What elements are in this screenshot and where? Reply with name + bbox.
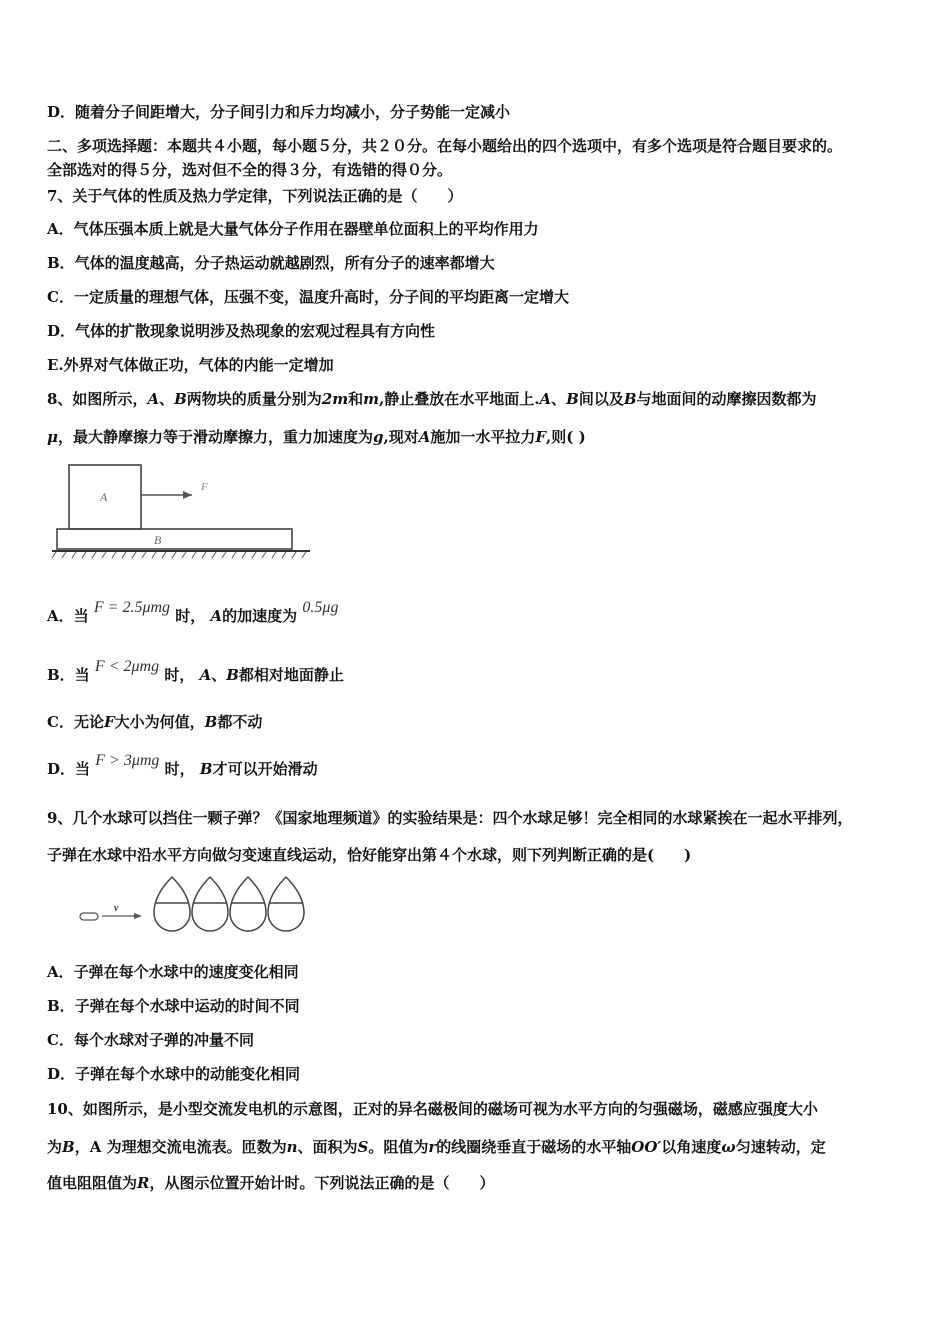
q7-option-d: D．气体的扩散现象说明涉及热现象的宏观过程具有方向性	[47, 322, 436, 340]
q8-stem-line2: μ，最大静摩擦力等于滑动摩擦力，重力加速度为g,现对A施加一水平拉力F,则( )	[47, 428, 586, 446]
q8-option-d: D．当 F > 3μmg 时， B才可以开始滑动	[47, 752, 318, 778]
q9-option-d: D．子弹在每个水球中的动能变化相同	[47, 1065, 301, 1083]
formula-d: F > 3μmg	[95, 752, 160, 769]
q10-stem-line3: 值电阻阻值为R，从图示位置开始计时。下列说法正确的是（ ）	[47, 1174, 495, 1192]
velocity-arrowhead	[134, 913, 142, 919]
q8-option-a: A．当 F = 2.5μmg 时， A的加速度为 0.5μg	[47, 599, 339, 625]
q8-block-diagram	[52, 462, 314, 560]
ground-hatching	[52, 552, 306, 558]
q9-water-balls-diagram	[76, 873, 316, 949]
q7-option-c: C．一定质量的理想气体，压强不变，温度升高时，分子间的平均距离一定增大	[47, 288, 569, 306]
q9-stem-line1: 9、几个水球可以挡住一颗子弹？《国家地理频道》的实验结果是：四个水球足够！完全相同的水球紧挨在一起水平排列，	[47, 809, 853, 827]
formula-a2: 0.5μg	[302, 599, 339, 616]
water-ball	[268, 877, 304, 931]
force-arrowhead	[183, 491, 192, 499]
block-b	[57, 529, 292, 549]
q7-option-b: B．气体的温度越高，分子热运动就越剧烈，所有分子的速率都增大	[47, 254, 495, 272]
water-balls	[154, 877, 304, 931]
q8-option-b: B．当 F < 2μmg 时， A、B都相对地面静止	[47, 658, 344, 684]
label-v: v	[114, 903, 119, 914]
q10-stem-line1: 10、如图所示，是小型交流发电机的示意图，正对的异名磁极间的磁场可视为水平方向的匀强磁场，磁感应强度大小	[47, 1100, 818, 1118]
formula-a: F = 2.5μmg	[93, 599, 171, 616]
label-b: B	[154, 533, 162, 547]
water-ball	[230, 877, 266, 931]
q7-option-e: E.外界对气体做正功，气体的内能一定增加	[47, 356, 334, 374]
q6-option-d: D．随着分子间距增大，分子间引力和斥力均减小，分子势能一定减小	[47, 103, 511, 121]
q9-option-c: C．每个水球对子弹的冲量不同	[47, 1031, 254, 1049]
q8-option-c: C．无论F大小为何值，B都不动	[47, 713, 263, 731]
label-f: F	[201, 481, 208, 493]
formula-b: F < 2μmg	[94, 658, 160, 675]
q7-option-a: A．气体压强本质上就是大量气体分子作用在器壁单位面积上的平均作用力	[47, 220, 539, 238]
water-ball	[192, 877, 228, 931]
q9-option-b: B．子弹在每个水球中运动的时间不同	[47, 997, 300, 1015]
q10-stem-line2: 为B，A 为理想交流电流表。匝数为n、面积为S。阻值为r的线圈绕垂直于磁场的水平轴OO′以角速度ω匀速转动，定	[47, 1138, 826, 1156]
section2-instructions-line1: 二、多项选择题：本题共４小题，每小题５分，共２０分。在每小题给出的四个选项中，有多个选项是符合题目要求的。	[47, 137, 843, 155]
label-a: A	[100, 490, 108, 504]
q9-stem-line2: 子弹在水球中沿水平方向做匀变速直线运动，恰好能穿出第４个水球，则下列判断正确的是( )	[47, 846, 692, 864]
water-ball	[154, 877, 190, 931]
section2-instructions-line2: 全部选对的得５分，选对但不全的得３分，有选错的得０分。	[47, 161, 453, 179]
q9-option-a: A．子弹在每个水球中的速度变化相同	[47, 963, 299, 981]
bullet	[80, 913, 98, 920]
q8-stem-line1: 8、如图所示，A、B两物块的质量分别为2m和m,静止叠放在水平地面上.A、B间以及B与地面间的动摩擦因数都为	[47, 390, 817, 408]
q7-stem: 7、关于气体的性质及热力学定律，下列说法正确的是（ ）	[47, 187, 463, 205]
